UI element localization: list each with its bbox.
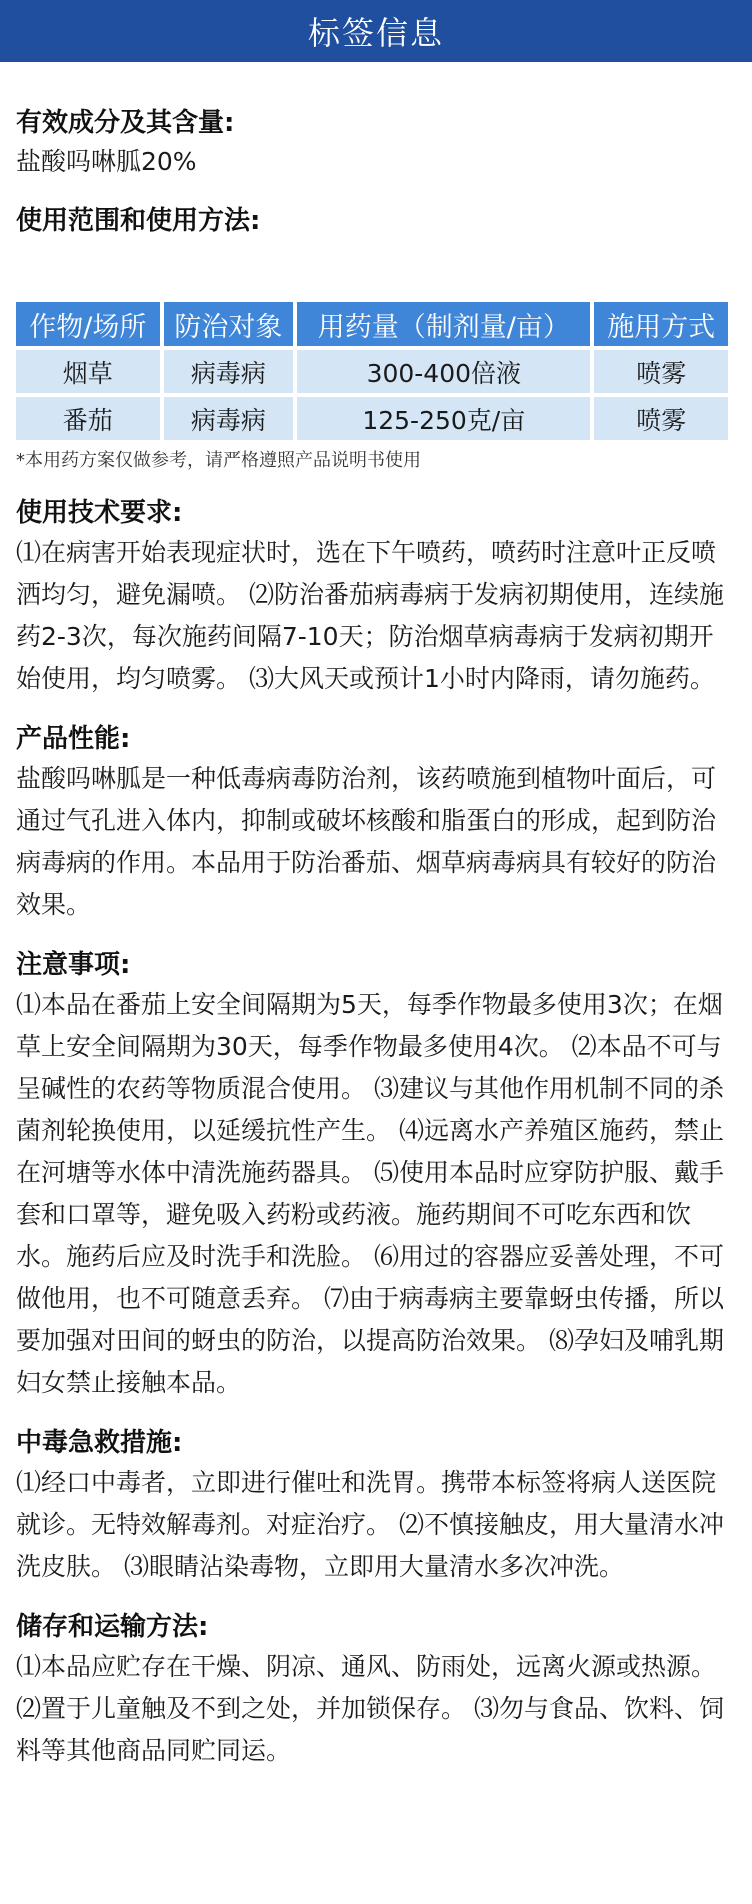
table-cell-crop: 番茄	[16, 397, 160, 440]
table-cell-method: 喷雾	[594, 350, 728, 393]
dosage-table	[12, 298, 732, 444]
usage-spacer	[16, 240, 734, 298]
technique-body: ⑴在病害开始表现症状时，选在下午喷药，喷药时注意叶正反喷洒均匀，避免漏喷。 ⑵防治番茄病毒病于发病初期使用，连续施药2-3次，每次施药间隔7-10天；防治烟草病毒病于发病初期开始使用，均匀喷雾。 ⑶大风天或预计1小时内降雨，请勿施药。	[16, 538, 724, 693]
table-cell-dosage: 300-400倍液	[297, 350, 590, 393]
firstaid-body: ⑴经口中毒者，立即进行催吐和洗胃。携带本标签将病人送医院就诊。无特效解毒剂。对症治疗。 ⑵不慎接触皮，用大量清水冲洗皮肤。 ⑶眼睛沾染毒物，立即用大量清水多次冲洗。	[16, 1468, 724, 1581]
storage-title: 储存和运输方法:	[16, 1612, 209, 1642]
page-title: 标签信息	[307, 14, 444, 52]
table-cell-method: 喷雾	[594, 397, 728, 440]
table-header-method: 施用方式	[594, 302, 728, 346]
ingredient-body: 盐酸吗啉胍20%	[16, 147, 197, 176]
table-row	[16, 350, 728, 393]
ingredient-title: 有效成分及其含量:	[16, 108, 235, 138]
performance-title: 产品性能:	[16, 724, 131, 754]
label-content	[0, 104, 752, 1772]
usage-title: 使用范围和使用方法:	[16, 206, 261, 236]
table-cell-dosage: 125-250克/亩	[297, 397, 590, 440]
storage-body: ⑴本品应贮存在干燥、阴凉、通风、防雨处，远离火源或热源。 ⑵置于儿童触及不到之处，并加锁保存。 ⑶勿与食品、饮料、饲料等其他商品同贮同运。	[16, 1652, 724, 1765]
table-footnote: *本用药方案仅做参考，请严格遵照产品说明书使用	[16, 450, 421, 471]
performance-section	[16, 720, 734, 926]
table-header-target: 防治对象	[164, 302, 294, 346]
performance-body: 盐酸吗啉胍是一种低毒病毒防治剂，该药喷施到植物叶面后，可通过气孔进入体内，抑制或破坏核酸和脂蛋白的形成，起到防治病毒病的作用。本品用于防治番茄、烟草病毒病具有较好的防治效果。	[16, 764, 717, 919]
table-cell-target: 病毒病	[164, 350, 294, 393]
technique-section	[16, 494, 734, 700]
table-row	[16, 397, 728, 440]
table-cell-crop: 烟草	[16, 350, 160, 393]
precautions-body: ⑴本品在番茄上安全间隔期为5天，每季作物最多使用3次；在烟草上安全间隔期为30天，每季作物最多使用4次。 ⑵本品不可与呈碱性的农药等物质混合使用。 ⑶建议与其他作用机制不同的杀菌剂轮换使用，以延缓抗性产生。 ⑷远离水产养殖区施药，禁止在河塘等水体中清洗施药器具。 ⑸使用本品时应穿防护服、戴手套和口罩等，避免吸入药粉或药液。施药期间不可吃东西和饮水。施药后应及时洗手和洗脸。 ⑹用过的容器应妥善处理，不可做他用，也不可随意丢弃。 ⑺由于病毒病主要靠蚜虫传播，所以要加强对田间的蚜虫的防治，以提高防治效果。 ⑻孕妇及哺乳期妇女禁止接触本品。	[16, 990, 724, 1397]
precautions-title: 注意事项:	[16, 950, 131, 980]
technique-title: 使用技术要求:	[16, 498, 183, 528]
firstaid-section	[16, 1424, 734, 1588]
usage-section	[16, 202, 734, 474]
ingredient-section	[16, 104, 734, 182]
table-cell-target: 病毒病	[164, 397, 294, 440]
page-header	[0, 0, 752, 62]
table-header-dosage: 用药量（制剂量/亩）	[297, 302, 590, 346]
storage-section	[16, 1608, 734, 1772]
dosage-table-header-row	[16, 302, 728, 346]
precautions-section	[16, 946, 734, 1404]
firstaid-title: 中毒急救措施:	[16, 1428, 183, 1458]
table-header-crop: 作物/场所	[16, 302, 160, 346]
